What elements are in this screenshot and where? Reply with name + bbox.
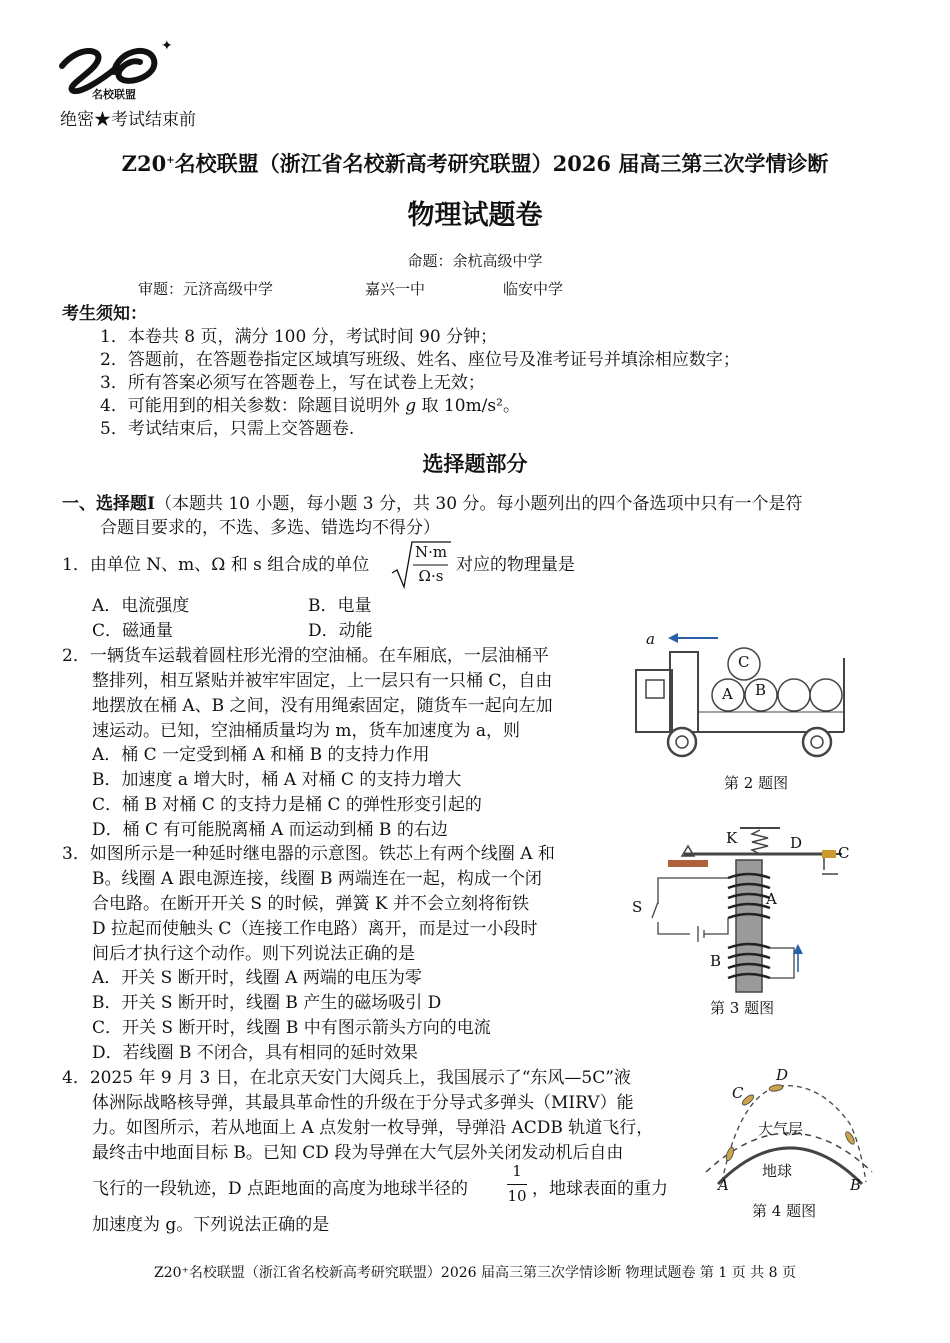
q3-label-d: D: [790, 834, 803, 852]
section-title: 选择题部分: [422, 451, 528, 476]
q2-line-1: 2．一辆货车运载着圆柱形光滑的空油桶。在车厢底，一层油桶平: [62, 646, 549, 666]
svg-text:✦: ✦: [161, 38, 173, 54]
q2-option-d: D．桶 C 有可能脱离桶 A 而运动到桶 B 的右边: [92, 820, 448, 840]
q3-option-a: A．开关 S 断开时，线圈 A 两端的电压为零: [92, 968, 422, 988]
q2-label-a-barrel: A: [722, 685, 733, 703]
title-rest: 名校联盟（浙江省名校新高考研究联盟）2026 届高三第三次学情诊断: [174, 151, 829, 176]
composer-line: 命题：余杭高级中学: [407, 252, 543, 270]
q1-frac-den: Ω·s: [418, 567, 444, 585]
q4-label-earth: 地球: [762, 1162, 793, 1180]
q3-figure: [628, 826, 858, 994]
notice-item-4-var: g: [405, 396, 417, 416]
q4-fraction: [506, 1162, 528, 1210]
reviewer-1: 审题：元济高级中学: [138, 280, 274, 298]
relay-figure: [628, 826, 858, 994]
part1-line-2: 合题目要求的，不选、多选、错选均不得分）: [100, 518, 440, 538]
q4-line-1: 4．2025 年 9 月 3 日，在北京天安门大阅兵上，我国展示了“东风—5C”液: [62, 1068, 631, 1088]
q4-frac-bar: [507, 1184, 527, 1185]
reviewer-2: 嘉兴一中: [365, 280, 426, 298]
q3-label-c: C: [838, 844, 850, 862]
q4-label-a: A: [718, 1176, 729, 1194]
q3-line-1: 3．如图所示是一种延时继电器的示意图。铁芯上有两个线圈 A 和: [62, 844, 555, 864]
q2-option-a: A．桶 C 一定受到桶 A 和桶 B 的支持力作用: [92, 745, 430, 765]
notice-item-5: 5．考试结束后，只需上交答题卷.: [100, 419, 355, 439]
subject-title: 物理试题卷: [407, 200, 543, 231]
q4-figure-caption: 第 4 题图: [752, 1202, 817, 1220]
q2-label-b-barrel: B: [755, 681, 767, 699]
q2-line-4: 速运动。已知，空油桶质量均为 m，货车加速度为 a，则: [92, 721, 521, 741]
q3-line-3: 合电路。在断开开关 S 的时候，弹簧 K 并不会立刻将衔铁: [92, 894, 529, 914]
part1-label: 一、选择题Ⅰ: [62, 494, 155, 514]
notice-item-3: 3．所有答案必须写在答题卷上，写在试卷上无效；: [100, 373, 485, 393]
q1-option-a: A．电流强度: [92, 596, 190, 616]
q3-figure-caption: 第 3 题图: [710, 999, 775, 1017]
q1-stem-b: 对应的物理量是: [456, 555, 575, 575]
q4-label-b: B: [850, 1176, 862, 1194]
q2-option-c: C．桶 B 对桶 C 的支持力是桶 C 的弹性形变引起的: [92, 795, 482, 815]
title-z20: Z20: [121, 151, 167, 176]
q4-frac-den: 10: [507, 1187, 527, 1205]
q2-line-3: 地摆放在桶 A、B 之间，没有用绳索固定，随货车一起向左加: [92, 696, 553, 716]
q2-figure-caption: 第 2 题图: [724, 774, 789, 792]
q4-figure: [700, 1064, 880, 1196]
q3-label-s: S: [632, 898, 643, 916]
q1-option-b: B．电量: [308, 596, 372, 616]
q3-label-k: K: [726, 829, 738, 847]
q4-label-atmosphere: 大气层: [758, 1120, 804, 1138]
q4-line-5b: ，地球表面的重力: [532, 1179, 668, 1199]
q3-line-2: B。线圈 A 跟电源连接，线圈 B 两端连在一起，构成一个闭: [92, 869, 542, 889]
exam-title: [0, 147, 950, 178]
notice-item-2: 2．答题前，在答题卷指定区域填写班级、姓名、座位号及准考证号并填涂相应数字；: [100, 350, 740, 370]
q3-option-b: B．开关 S 断开时，线圈 B 产生的磁场吸引 D: [92, 993, 442, 1013]
q1-frac-num: N·m: [414, 543, 448, 561]
q3-line-4: D 拉起而使触头 C（连接工作电路）离开，而是过一小段时: [92, 919, 538, 939]
notice-item-4-text: 4．可能用到的相关参数：除题目说明外: [100, 396, 400, 416]
q2-label-c-barrel: C: [738, 653, 750, 671]
q3-line-5: 间后才执行这个动作。则下列说法正确的是: [92, 944, 415, 964]
q4-line-4: 最终击中地面目标 B。已知 CD 段为导弹在大气层外关闭发动机后自由: [92, 1143, 624, 1163]
notice-item-1: 1．本卷共 8 页，满分 100 分，考试时间 90 分钟；: [100, 327, 498, 347]
q3-option-d: D．若线圈 B 不闭合，具有相同的延时效果: [92, 1043, 418, 1063]
q2-label-a: a: [646, 630, 655, 648]
q4-line-6: 加速度为 g。下列说法正确的是: [92, 1215, 330, 1235]
q1-sqrt: [390, 539, 452, 589]
q3-label-a: A: [766, 890, 777, 908]
logo-text: 名校联盟: [92, 88, 136, 101]
q3-option-c: C．开关 S 断开时，线圈 B 中有图示箭头方向的电流: [92, 1018, 491, 1038]
q2-figure: [630, 628, 855, 768]
q4-line-2: 体洲际战略核导弹，其最具革命性的升级在于分导式多弹头（MIRV）能: [92, 1093, 634, 1113]
truck-figure: [630, 628, 855, 768]
q4-label-d: D: [776, 1066, 789, 1084]
q1-option-d: D．动能: [308, 621, 373, 641]
q1-option-c: C．磁通量: [92, 621, 174, 641]
notice-item-4-rest: 取 10m/s²。: [416, 396, 520, 416]
q3-label-b: B: [710, 952, 722, 970]
q4-line-5a: 飞行的一段轨迹，D 点距地面的高度为地球半径的: [92, 1179, 469, 1199]
part1-desc-1: （本题共 10 小题，每小题 3 分，共 30 分。每小题列出的四个备选项中只有一个是符: [154, 494, 803, 514]
title-plus: +: [166, 155, 175, 166]
page-footer: Z20⁺名校联盟（浙江省名校新高考研究联盟）2026 届高三第三次学情诊断 物理试题卷 第 1 页 共 8 页: [154, 1265, 796, 1281]
q1-stem-a: 1．由单位 N、m、Ω 和 s 组合成的单位: [62, 555, 370, 575]
q4-frac-num: 1: [512, 1162, 522, 1180]
part1-line-1: [62, 492, 802, 516]
q2-line-2: 整排列，相互紧贴并被牢牢固定，上一层只有一只桶 C，自由: [92, 671, 553, 691]
q4-line-3: 力。如图所示，若从地面上 A 点发射一枚导弹，导弹沿 ACDB 轨道飞行，: [92, 1118, 654, 1138]
q2-option-b: B．加速度 a 增大时，桶 A 对桶 C 的支持力增大: [92, 770, 462, 790]
q4-label-c: C: [732, 1084, 744, 1102]
notice-item-4: [100, 394, 520, 418]
confidential-label: 绝密★考试结束前: [60, 110, 196, 130]
reviewer-3: 临安中学: [503, 280, 564, 298]
notice-heading: 考生须知：: [62, 304, 147, 324]
